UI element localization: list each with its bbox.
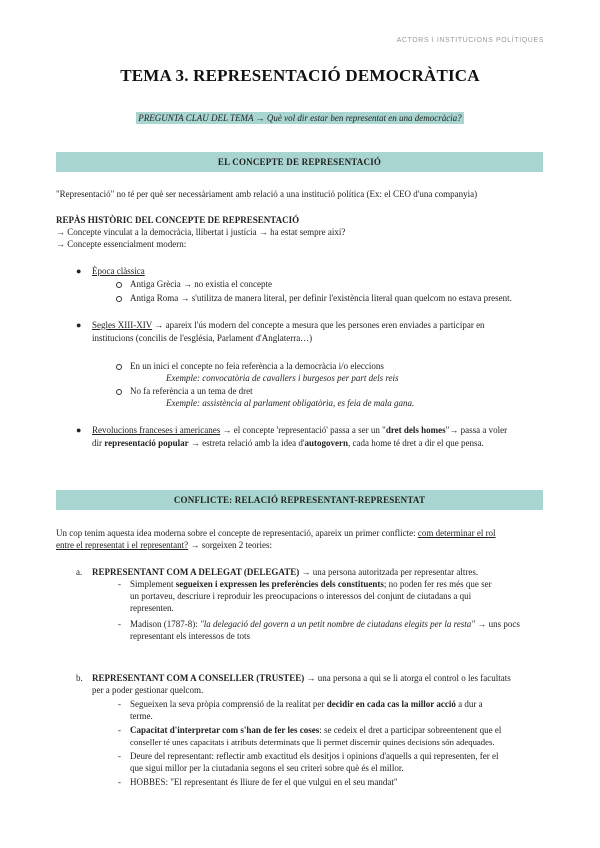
example-knights: Exemple: convocatòria de cavallers i burgesos per part dels reis [166,373,399,383]
text-underlined: com determinar el rol [417,528,496,538]
delegate-point-2-line2: representant els interessos de tots [130,631,250,641]
sub-bullet-greece: Antiga Grècia → no existia el concepte [130,279,272,289]
running-header: ACTORS I INSTITUCIONS POLÍTIQUES [396,37,544,44]
example-parliament: Exemple: assistència al parlament obligatòria, es feia de mala gana. [166,398,415,408]
text: a dur a [455,699,483,709]
bullet-icon: ● [76,320,82,330]
text: : se cedeix el dret a participar sobreentenent que el [319,725,502,735]
arrow-line-1: → Concepte vinculat a la democràcia, llibertat i justícia → ha estat sempre així? [56,227,346,237]
text-bold: representació popular [104,438,189,448]
text: → una persona a qui se li atorga el control o les facultats [304,673,511,683]
bullet-revolutions [92,425,507,436]
text: → uns pocs [475,619,520,629]
document-title: TEMA 3. REPRESENTACIÓ DEMOCRÀTICA [120,66,480,85]
dash-icon: - [118,699,121,709]
trustee-point-2-line2: conseller té unes capacitats i atributs determinats que li permet discernir quines decisions són adequades. [130,737,495,747]
bullet-centuries-text: → apareix l'ús modern del concepte a mesura que les persones eren enviades a participar en [152,320,485,330]
trustee-point-3-line2: que sigui millor per la ciutadania segons el seu criteri sobre què és el millor. [130,763,404,773]
circle-bullet-icon [116,296,122,302]
dash-icon: - [118,751,121,761]
delegate-point-2 [130,619,520,630]
conflict-intro-line2 [56,540,272,551]
trustee-title [92,673,511,684]
history-subheading: REPÀS HISTÒRIC DEL CONCEPTE DE REPRESENTACIÓ [56,215,300,225]
text-bold: decidir en cada cas la millor acció [326,699,456,709]
text: → el concepte 'representació' passa a ser un " [220,425,386,435]
text: ; no poden fer res més que ser [383,579,492,589]
dash-icon: - [118,725,121,735]
bullet-centuries [92,320,485,331]
key-question [0,113,600,123]
intro-paragraph: "Representació" no té per què ser necessàriament amb relació a una institució política (Ex: el CEO d'una companyia) [56,189,478,199]
sub-bullet-rome: Antiga Roma → s'utilitza de manera literal, per definir l'existència literal quan quelcom no estava present. [130,293,512,303]
text: → estreta relació amb la idea d' [188,438,305,448]
list-label-a: a. [76,567,83,577]
bullet-revolutions-line2 [92,438,484,449]
dash-icon: - [118,777,121,787]
text-bold: dret dels homes [385,425,446,435]
trustee-point-3: Deure del representant: reflectir amb exactitud els desitjos i opinions d'aquells a qui representen, fer el [130,751,499,761]
text-italic: "la delegació del govern a un petit nombre de ciutadans elegits per la resta" [200,619,476,629]
section-heading-concept: EL CONCEPTE DE REPRESENTACIÓ [56,152,543,172]
arrow-line-2: → Concepte essencialment modern: [56,239,187,249]
circle-bullet-icon [116,389,122,395]
sub-bullet-democracy: En un inici el concepte no feia referència a la democràcia i/o eleccions [130,361,384,371]
text-bold: REPRESENTANT COM A DELEGAT (DELEGATE) [92,567,300,577]
bullet-centuries-line2: institucions (concilis de l'església, Parlament d'Anglaterra…) [92,333,313,343]
text: Un cop tenim aquesta idea moderna sobre el concepte de representació, apareix un primer conflicte: [56,528,418,538]
circle-bullet-icon [116,282,122,288]
circle-bullet-icon [116,364,122,370]
bullet-revolutions-title: Revolucions franceses i americanes [92,425,221,435]
text: → sorgeixen 2 teories: [188,540,273,550]
bullet-classical: Època clàssica [92,266,145,276]
text: "→ passa a voler [445,425,508,435]
section-heading-conflict: CONFLICTE: RELACIÓ REPRESENTANT-REPRESENTAT [56,490,543,510]
sub-bullet-right: No fa referència a un tema de dret [130,386,253,396]
delegate-point-1-line2: un portaveu, descriure i reproduir les preocupacions o interessos del conjunt de ciutadans a qui [130,591,472,601]
text-bold: Capacitat d'interpretar com s'han de fer les coses [130,725,320,735]
text-bold: REPRESENTANT COM A CONSELLER (TRUSTEE) [92,673,305,683]
text: → una persona autoritzada per representar altres. [299,567,479,577]
delegate-title [92,567,478,578]
conflict-intro [56,528,496,539]
text: dir [92,438,105,448]
trustee-point-2 [130,725,501,736]
delegate-point-1-line3: representen. [130,603,174,613]
trustee-point-1-line2: terme. [130,711,153,721]
text-underlined: entre el representat i el representant? [56,540,189,550]
dash-icon: - [118,579,121,589]
list-label-b: b. [76,673,83,683]
text: Simplement [130,579,176,589]
bullet-icon: ● [76,425,82,435]
bullet-icon: ● [76,266,82,276]
key-question-text: PREGUNTA CLAU DEL TEMA → Què vol dir estar ben representat en una democràcia? [138,113,462,123]
trustee-point-4: HOBBES: "El representant és lliure de fer el que vulgui en el seu mandat" [130,777,398,787]
text: , cada home té dret a dir el que pensa. [348,438,484,448]
trustee-point-1 [130,699,483,710]
text-bold: segueixen i expressen les preferències dels constituents [175,579,384,589]
bullet-centuries-title: Segles XIII-XIV [92,320,153,330]
text: Madison (1787-8): [130,619,200,629]
text-bold: autogovern [304,438,348,448]
delegate-point-1 [130,579,492,590]
trustee-title-line2: per a poder gestionar quelcom. [92,685,204,695]
dash-icon: - [118,619,121,629]
text: Segueixen la seva pròpia comprensió de la realitat per [130,699,327,709]
